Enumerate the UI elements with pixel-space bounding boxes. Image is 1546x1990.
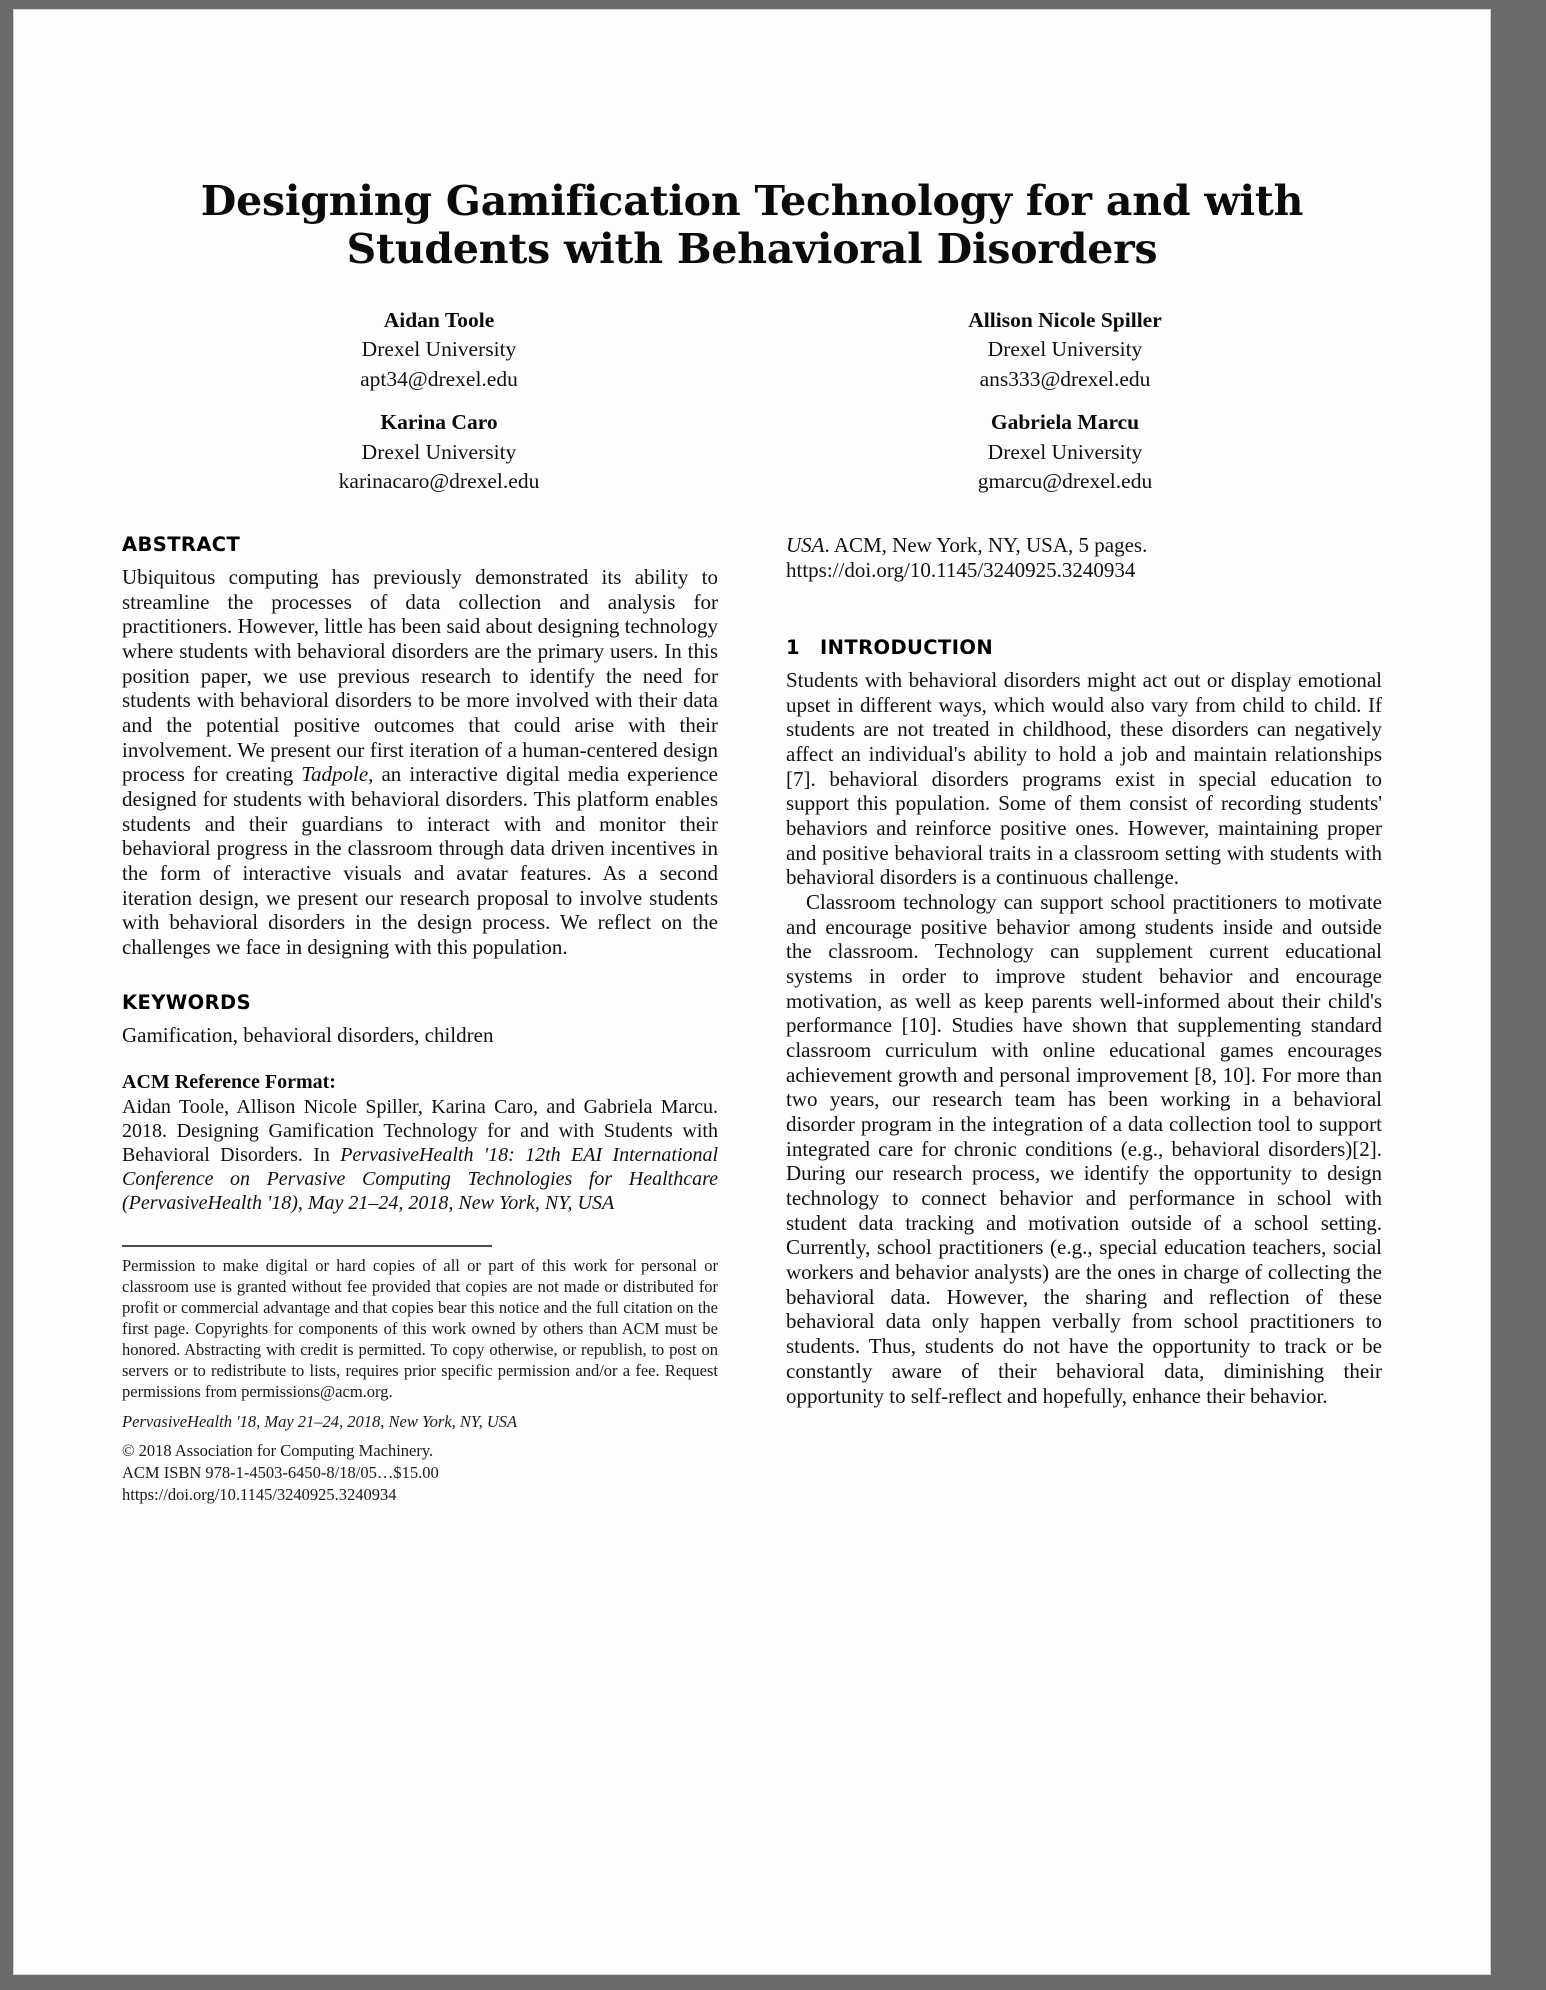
author-entry <box>126 408 752 496</box>
acm-reference-text <box>122 1096 718 1215</box>
author-name: Gabriela Marcu <box>990 410 1140 435</box>
spacer <box>786 583 1382 614</box>
isbn-line: ACM ISBN 978-1-4503-6450-8/18/05…$15.00 <box>122 1463 439 1483</box>
acm-reference-heading: ACM Reference Format: <box>122 1071 336 1094</box>
author-email[interactable]: karinacaro@drexel.edu <box>338 469 540 494</box>
author-entry <box>752 408 1378 496</box>
author-name: Karina Caro <box>380 410 498 435</box>
paper-page <box>14 10 1490 1974</box>
introduction-paragraph-1: Students with behavioral disorders might act out or display emotional upset in different ways, which would also vary from child to child. If students are not treated in childhood, these disorders can negatively affect an individual's ability to hold a job and maintain relationships [7]. behavioral disorders programs exist in special education to support this population. Some of them consist of recording students' behaviors and reinforce positive ones. However, maintaining proper and positive behavioral traits in a classroom setting with students with behavioral disorders is a continuous challenge. <box>786 668 1382 890</box>
acm-reference-venue: PervasiveHealth '18: 12th EAI International Conference on Pervasive Computing Technologies for Healthcare (PervasiveHealth '18), May 21–24, 2018, New York, NY, USA <box>122 1143 718 1214</box>
left-column <box>122 533 752 1507</box>
author-name: Allison Nicole Spiller <box>968 307 1162 332</box>
author-name: Aidan Toole <box>383 307 495 332</box>
page-title: Designing Gamification Technology for and with Students with Behavioral Disorders <box>200 177 1304 273</box>
author-affiliation: Drexel University <box>987 337 1143 362</box>
author-list <box>14 274 1490 511</box>
spacer <box>122 1048 718 1070</box>
abstract-emphasis: Tadpole <box>301 762 369 787</box>
two-column-body <box>14 511 1490 1507</box>
right-column <box>752 533 1382 1409</box>
author-email[interactable]: ans333@drexel.edu <box>979 366 1151 391</box>
section-number: 1 <box>786 635 800 659</box>
introduction-paragraph-2: Classroom technology can support school practitioners to motivate and encourage positive behavior among students inside and outside the classroom. Technology can supplement current educational systems in order to improve student behavior and encourage motivation, as well as keep parents well-informed about their child's performance [10]. Studies have shown that supplementing standard classroom curriculum with online educational games encourages achievement growth and personal improvement [8, 10]. For more than two years, our research team has been working in a behavioral disorder program in the integration of a data collection tool to support integrated care for chronic conditions (e.g., behavioral disorders)[2]. During our research process, we identify the opportunity to design technology to connect behavior and performance in school with student data tracking and motivation outside of a school setting. Currently, school practitioners (e.g., special education teachers, social workers and behavior analysts) are the ones in charge of collecting the behavioral data. However, the sharing and reflection of these behavioral data only happen verbally from school practitioners to students. Thus, students do not have the opportunity to track or be constantly aware of their behavioral data, diminishing their opportunity to self-reflect and hopefully, enhance their behavior. <box>786 890 1382 1408</box>
author-email[interactable]: apt34@drexel.edu <box>360 366 518 391</box>
author-affiliation: Drexel University <box>361 439 517 464</box>
author-email[interactable]: gmarcu@drexel.edu <box>977 469 1153 494</box>
copyright-line: © 2018 Association for Computing Machinery. <box>122 1441 434 1461</box>
abstract-heading: ABSTRACT <box>122 532 241 556</box>
author-entry <box>752 306 1378 394</box>
permission-statement: Permission to make digital or hard copies of all or part of this work for personal or classroom use is granted without fee provided that copies are not made or distributed for profit or commercial advantage and that copies bear this notice and the full citation on the first page. Copyrights for components of this work owned by others than ACM must be honored. Abstracting with credit is permitted. To copy otherwise, or republish, to post on servers or to redistribute to lists, requires prior specific permission and/or a fee. Request permissions from permissions@acm.org. <box>122 1256 718 1402</box>
title-block <box>14 10 1490 274</box>
spacer <box>122 960 718 991</box>
author-entry <box>126 306 752 394</box>
section-title: INTRODUCTION <box>820 635 994 659</box>
abstract-part-2: , an interactive digital media experience designed for students with behavioral disorders. This platform enables students and their guardians to interact with and monitor their behavioral progress in the classroom through data driven incentives in the form of interactive visuals and avatar features. As a second iteration design, we present our research proposal to involve students with behavioral disorders in the design process. We reflect on the challenges we face in designing with this population. <box>122 762 719 960</box>
author-affiliation: Drexel University <box>361 337 517 362</box>
acm-reference-continuation <box>786 533 1382 583</box>
author-affiliation: Drexel University <box>987 439 1143 464</box>
introduction-heading <box>786 636 1382 659</box>
keywords-heading: KEYWORDS <box>122 990 252 1014</box>
footnote-divider <box>122 1245 492 1247</box>
abstract-part-1: Ubiquitous computing has previously demonstrated its ability to streamline the processes of data collection and analysis for practitioners. However, little has been said about designing technology where students with behavioral disorders are the primary users. In this position paper, we use previous research to identify the need for students with behavioral disorders to be more involved with their data and the potential positive outcomes that could arise with their involvement. We present our first iteration of a human-centered design process for creating <box>122 565 718 787</box>
acm-reference-part-1: Aidan Toole, Allison Nicole Spiller, Karina Caro, and Gabriela Marcu. 2018. Designing Gamification Technology for and with Students with Behavioral Disorders. In <box>122 1096 718 1166</box>
spacer <box>122 1403 718 1410</box>
doi-line[interactable]: https://doi.org/10.1145/3240925.3240934 <box>122 1485 397 1505</box>
spacer <box>122 1433 718 1440</box>
keywords-text: Gamification, behavioral disorders, children <box>122 1023 494 1048</box>
acm-reference-venue-tail: USA <box>786 532 825 557</box>
abstract-text <box>122 565 718 960</box>
copyright-footnote <box>122 1245 718 1506</box>
spacer <box>786 614 1382 636</box>
acm-reference-part-2: . ACM, New York, NY, USA, 5 pages. https://doi.org/10.1145/3240925.3240934 <box>786 532 1148 582</box>
footnote-venue: PervasiveHealth '18, May 21–24, 2018, New York, NY, USA <box>122 1412 518 1432</box>
